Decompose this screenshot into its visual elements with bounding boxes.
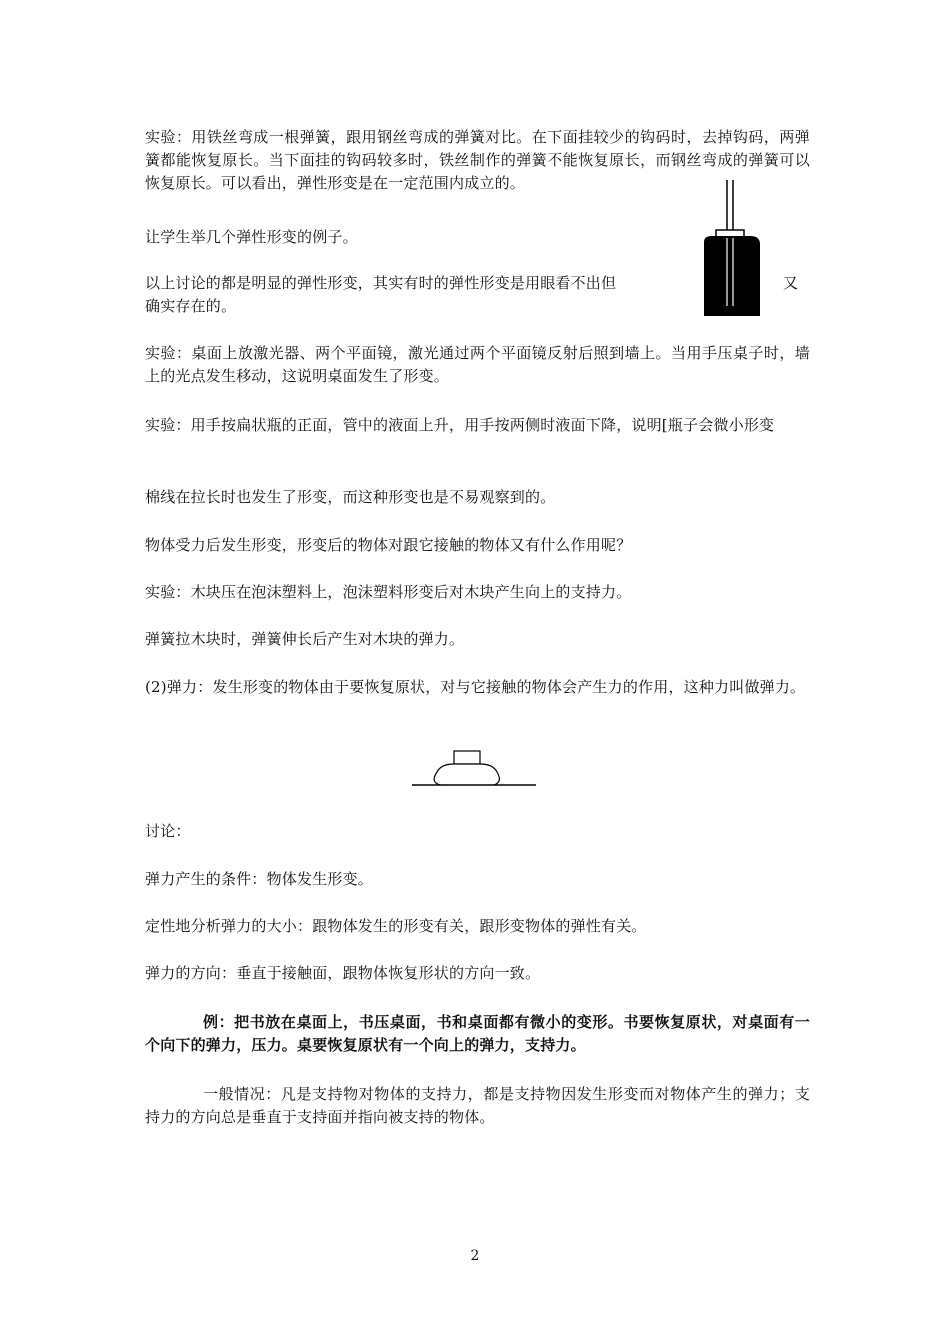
- flat-bottle-figure: [698, 180, 768, 320]
- paragraph-magnitude: 定性地分析弹力的大小：跟物体发生的形变有关，跟形变物体的弹性有关。: [145, 917, 647, 935]
- paragraph-general-case: 一般情况：凡是支持物对物体的支持力，都是支持物因发生形变而对物体产生的弹力；支持力的方向总是垂直于支持面并指向被支持的物体。: [145, 1085, 810, 1126]
- paragraph-student-examples: 让学生举几个弹性形变的例子。: [145, 228, 358, 246]
- paragraph-spring-experiment: 实验：用铁丝弯成一根弹簧，跟用钢丝弯成的弹簧对比。在下面挂较少的钩码时，去掉钩码，两弹簧都能恢复原长。当下面挂的钩码较多时，铁丝制作的弹簧不能恢复原长，而钢丝弯成的弹簧可以恢复原长。可以看出，弹性形变是在一定范围内成立的。: [145, 128, 810, 192]
- paragraph-laser-experiment: 实验：桌面上放激光器、两个平面镜，激光通过两个平面镜反射后照到墙上。当用手压桌子时，墙上的光点发生移动，这说明桌面发生了形变。: [145, 344, 810, 385]
- paragraph-condition: 弹力产生的条件：物体发生形变。: [145, 870, 374, 888]
- paragraph-bottle-experiment: 实验：用手按扁状瓶的正面，管中的液面上升，用手按两侧时液面下降，说明[瓶子会微小形变: [145, 416, 775, 434]
- paragraph-example: 例：把书放在桌面上，书压桌面，书和桌面都有微小的变形。书要恢复原状，对桌面有一个向下的弹力，压力。桌要恢复原状有一个向上的弹力，支持力。: [145, 1013, 810, 1054]
- paragraph-spring-pull: 弹簧拉木块时，弹簧伸长后产生对木块的弹力。: [145, 630, 465, 648]
- page-number: 2: [470, 1248, 480, 1264]
- paragraph-invisible-deformation: 以上讨论的都是明显的弹性形变，其实有时的弹性形变是用眼看不出但: [145, 274, 617, 292]
- block-on-foam-figure: [410, 748, 540, 790]
- paragraph-question: 物体受力后发生形变，形变后的物体对跟它接触的物体又有什么作用呢？: [145, 536, 632, 554]
- paragraph-discussion: 讨论：: [145, 822, 191, 840]
- paragraph-foam-experiment: 实验：木块压在泡沫塑料上，泡沫塑料形变后对木块产生向上的支持力。: [145, 583, 632, 601]
- paragraph-cotton-thread: 棉线在拉长时也发生了形变，而这种形变也是不易观察到的。: [145, 488, 556, 506]
- paragraph-invisible-deformation-line2: 确实存在的。: [145, 297, 237, 315]
- paragraph-invisible-deformation-tail: 又: [783, 274, 799, 292]
- paragraph-elastic-force-definition: (2)弹力：发生形变的物体由于要恢复原状，对与它接触的物体会产生力的作用，这种力叫做弹力。: [145, 678, 806, 696]
- paragraph-direction: 弹力的方向：垂直于接触面，跟物体恢复形状的方向一致。: [145, 964, 541, 982]
